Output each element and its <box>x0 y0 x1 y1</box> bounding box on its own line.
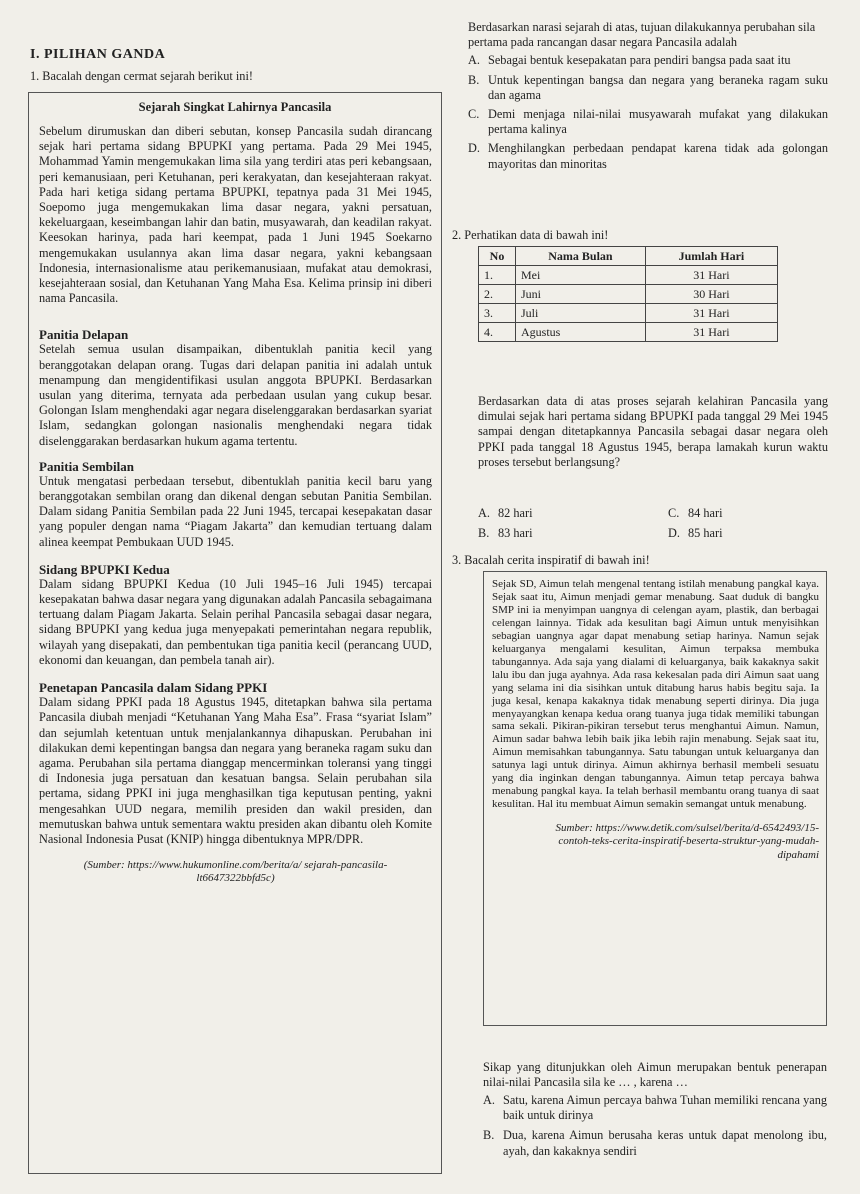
table-header: No <box>479 247 516 266</box>
q1-question-block <box>468 20 828 172</box>
section-paragraph: Dalam sidang BPUPKI Kedua (10 Juli 1945–16 Juli 1945) tercapai kesepakatan bahwa dasar negara yang digunakan adalah Pancasila sebagaimana tertuang dalam Piagam Jakarta. Selain perihal Pancasila sebagai dasar negara, sidang BPUPKI yang kedua juga menyepakati pemerintahan negara republik, wilayah yang disepakati, dan pembentukan tiga panitia kecil (perancang UUD, ekonomi dan keuangan, dan pembela tanah air). <box>39 576 432 667</box>
q2-options <box>478 506 828 541</box>
q1-option-b[interactable]: B. Untuk kepentingan bangsa dan negara yang beraneka ragam suku dan agama <box>468 72 828 102</box>
section-paragraph: Dalam sidang PPKI pada 18 Agustus 1945, ditetapkan bahwa sila pertama Pancasila diubah menjadi “Ketuhanan Yang Maha Esa”. Frasa “syariat Islam” dan sejumlah ketentuan untuk menjalankannya dihapuskan. Perubahan ini dilakukan demi kepentingan bangsa dan negara yang beraneka ragam suku dan agama. Perubahan sila pertama dianggap mencerminkan toleransi yang tinggi di Indonesia juga persatuan dan kesatuan bangsa. Selain perubahan sila pertama, sidang PPKI ini juga menghasilkan tiga keputusan penting, yakni mengesahkan UUD negara, memilih presiden dan wakil presiden, dan memutuskan bahwa untuk sementara waktu presiden akan dibantu oleh Komite Nasional Indonesia Pusat (KNIP) hingga dibentuknya MPR/DPR. <box>39 695 432 846</box>
q2-question: Berdasarkan data di atas proses sejarah kelahiran Pancasila yang dimulai sejak hari pertama sidang BPUPKI pada tanggal 29 Mei 1945 sampai dengan ditetapkannya Pancasila sebagai dasar negara oleh PPKI pada tanggal 18 Agustus 1945, berapa lamakah kurun waktu proses tersebut berlangsung? <box>478 394 828 469</box>
section-paragraph: Setelah semua usulan disampaikan, dibentuklah panitia kecil yang beranggotakan delapan orang. Tugas dari delapan panitia ini adalah untuk menampung dan mengidentifikasi usulan anggota BPUPKI. Berdasarkan usulan yang diterima, ternyata ada perbedaan usulan yang cukup besar. Golongan Islam menghendaki agar negara diselenggarakan berdasarkan syariat Islam, sedangkan golongan nasionalis menghendaki negara tidak diselenggarakan berdasarkan hukum agama tertentu. <box>39 342 432 448</box>
q2-option-a[interactable]: A. 82 hari <box>478 506 533 520</box>
article-source: (Sumber: https://www.hukumonline.com/berita/a/ sejarah-pancasila-lt6647322bbfd5c) <box>83 859 388 885</box>
q2-option-c[interactable]: C. 84 hari <box>668 506 723 520</box>
q3-option-b[interactable]: B. Dua, karena Aimun berusaha keras untuk dapat menolong ibu, ayah, dan kakaknya sendiri <box>483 1128 827 1158</box>
q1-prompt: 1. Bacalah dengan cermat sejarah berikut ini! <box>30 69 253 83</box>
story-text: Sejak SD, Aimun telah mengenal tentang istilah menabung pangkal kaya. Sejak saat itu, Aimun menjadi gemar menabung. Saat duduk di bangku SMP ini ia menyimpan uangnya di celengan ayam, plastik, dan berbagai celengan lainnya. Tidak ada kesulitan bagi Aimun untuk menyisihkan sebagian uangnya agar dapat menabung setiap harinya. Namun sejak keluarganya mengalami kesulitan, Aimun terpaksa membuka tabungannya. Ada saja yang dialami di keluarganya, baik kakaknya sakit lalu ibu dan juga ayahnya. Ada rasa kekesalan pada diri Aimun saat uang yang selama ini dia sisihkan untuk ditabung harus habis begitu saja. Ia juga kesal, kenapa kakaknya tidak menabung seperti dirinya. Dia juga menyayangkan kenapa kedua orang tuanya juga tidak memiliki tabungan sama sekali. Pikiran-pikiran tersebut terus menghantui Aimun. Namun, Aimun sadar bahwa lebih baik jika lebih rajin menabung. Sejak saat itu, Aimun memisahkan tabungannya. Satu tabungan untuk keluarganya dan satunya lagi untuk dirinya. Aimun akhirnya berhasil membeli sesuatu yang dia inginkan dengan tabungannya. Aimun tetap percaya bahwa menabung pangkal kaya. Ia telah berhasil membantu orang tuanya di saat kesulitan. Hal itu membuat Aimun semakin semangat untuk menabung. <box>492 578 819 811</box>
q2-option-b[interactable]: B. 83 hari <box>478 526 533 541</box>
q2-option-d[interactable]: D. 85 hari <box>668 526 723 541</box>
section-heading: Penetapan Pancasila dalam Sidang PPKI <box>39 680 268 696</box>
q1-option-a[interactable]: A. Sebagai bentuk kesepakatan para pendiri bangsa pada saat itu <box>468 53 791 68</box>
q3-options <box>483 1093 827 1159</box>
story-source: Sumber: https://www.detik.com/sulsel/berita/d-6542493/15-contoh-teks-cerita-inspiratif-beserta-struktur-yang-mudah-dipahami <box>555 822 819 861</box>
article-intro: Sebelum dirumuskan dan diberi sebutan, konsep Pancasila sudah dirancang sejak hari pertama sidang BPUPKI yang pertama. Pada 29 Mei 1945, Mohammad Yamin mengemukakan lima sila yang terdiri atas peri kebangsaan, peri kemanusiaan, peri Ketuhanan, peri kerakyatan, dan kesejahteraan rakyat. Pada hari ketiga sidang pertama BPUPKI, tepatnya pada 31 Mei 1945, Soepomo juga mengemukakan lima dasar negara, yakni persatuan, kekeluargaan, keseimbangan lahir dan batin, musyawarah, dan keadilan rakyat. Keesokan harinya, pada hari keempat, pada 1 Juni 1945 Soekarno mengemukakan usulannya akan lima dasar negara, yakni kebangsaan Indonesia, internasionalisme atau perikemanusiaan, mufakat atau demokrasi, kesejahteraan sosial, dan Ketuhanan Yang Maha Esa. Kelima prinsip ini diberi nama Pancasila. <box>39 124 432 306</box>
table-row: 1. Mei 31 Hari <box>479 266 778 285</box>
table-row: 2. Juni 30 Hari <box>479 285 778 304</box>
q2-prompt: 2. Perhatikan data di bawah ini! <box>452 228 609 242</box>
q3-question: Sikap yang ditunjukkan oleh Aimun merupakan bentuk penerapan nilai-nilai Pancasila sila ke … , karena … <box>483 1060 827 1090</box>
table-header: Jumlah Hari <box>645 247 777 266</box>
section-heading: Sidang BPUPKI Kedua <box>39 561 170 577</box>
q3-option-a[interactable]: A. Satu, karena Aimun percaya bahwa Tuhan memiliki rencana yang baik untuk dirinya <box>483 1093 827 1123</box>
q1-option-c[interactable]: C. Demi menjaga nilai-nilai musyawarah mufakat yang dilakukan pertama kalinya <box>468 107 828 137</box>
article-title: Sejarah Singkat Lahirnya Pancasila <box>138 100 332 114</box>
q3-prompt: 3. Bacalah cerita inspiratif di bawah ini! <box>452 553 650 567</box>
section-title: I. PILIHAN GANDA <box>30 47 166 62</box>
table-header: Nama Bulan <box>516 247 646 266</box>
inspirational-story-box <box>483 571 827 1026</box>
section-heading: Panitia Delapan <box>39 327 129 343</box>
q1-question: Berdasarkan narasi sejarah di atas, tujuan dilakukannya perubahan sila pertama pada rancangan dasar negara Pancasila adalah <box>468 20 816 50</box>
q1-option-d[interactable]: D. Menghilangkan perbedaan pendapat karena tidak ada golongan mayoritas dan minoritas <box>468 141 828 171</box>
section-heading: Panitia Sembilan <box>39 458 134 474</box>
month-table <box>478 246 778 342</box>
table-row: 3. Juli 31 Hari <box>479 304 778 323</box>
table-row: 4. Agustus 31 Hari <box>479 323 778 342</box>
history-article-box <box>28 92 442 1174</box>
section-paragraph: Untuk mengatasi perbedaan tersebut, dibentuklah panitia kecil baru yang beranggotakan sembilan orang dan dikenal dengan sebutan Panitia Sembilan. Dalam sidang Panitia Sembilan pada 22 Juni 1945, tercapai kesepakatan dasar yang populer dengan nama “Piagam Jakarta” dan kemudian tertuang dalam alinea keempat Pembukaan UUD 1945. <box>39 473 432 549</box>
